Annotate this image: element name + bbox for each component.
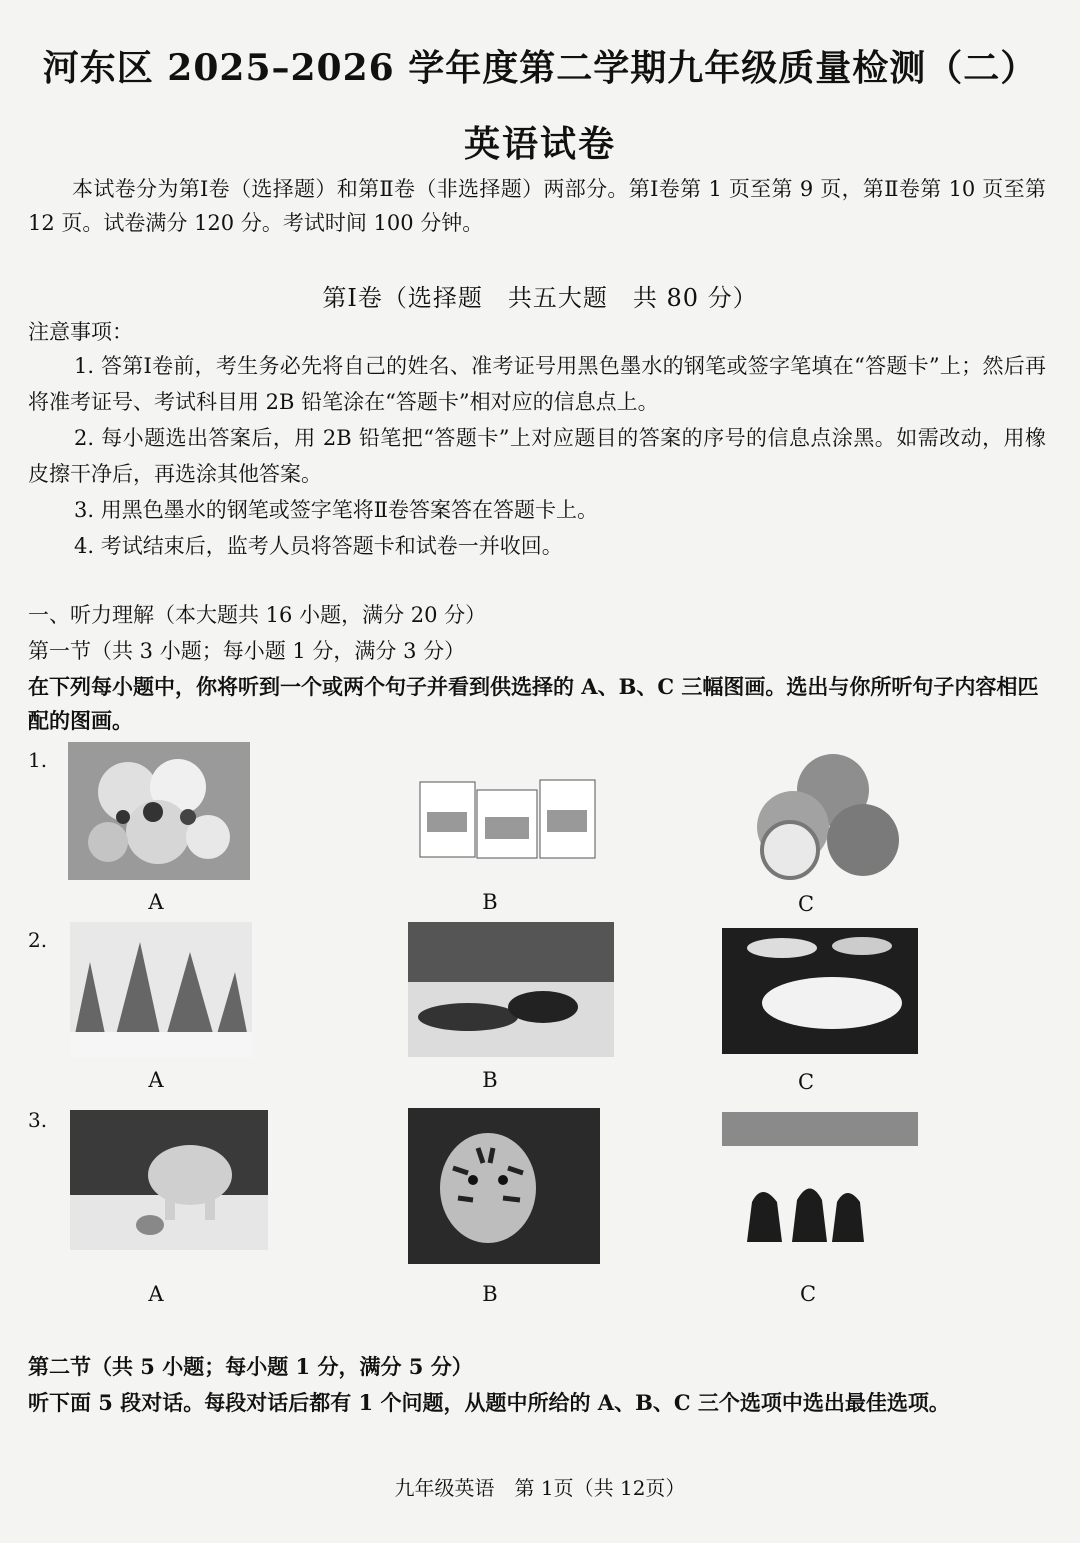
option-label-b: B — [482, 890, 498, 914]
note-item-4: 4. 考试结束后，监考人员将答题卡和试卷一并收回。 — [74, 534, 563, 558]
note-item-3: 3. 用黑色墨水的钢笔或签字笔将Ⅱ卷答案答在答题卡上。 — [74, 498, 598, 522]
clouds-image[interactable] — [722, 928, 918, 1054]
option-label-b: B — [482, 1068, 498, 1092]
intro-paragraph: 本试卷分为第Ⅰ卷（选择题）和第Ⅱ卷（非选择题）两部分。第Ⅰ卷第 1 页至第 9 页，第Ⅱ卷第 10 页至第 12 页。试卷满分 120 分。考试时间 100 分钟。 — [28, 177, 1046, 235]
volume1-heading: 第Ⅰ卷（选择题 共五大题 共 80 分） — [322, 284, 758, 312]
bouquet-image[interactable] — [68, 742, 250, 880]
page-footer: 九年级英语 第 1页（共 12页） — [394, 1476, 686, 1500]
question-number: 1. — [28, 748, 48, 772]
section2-instruction: 听下面 5 段对话。每段对话后都有 1 个问题，从题中所给的 A、B、C 三个选项中选出最佳选项。 — [28, 1390, 950, 1415]
exam-subtitle: 英语试卷 — [463, 123, 616, 165]
option-label-a: A — [148, 1068, 164, 1092]
option-label-c: C — [799, 1282, 817, 1306]
option-label-a: A — [148, 890, 164, 914]
part1-heading: 一、听力理解（本大题共 16 小题，满分 20 分） — [28, 603, 487, 627]
option-label-c: C — [797, 892, 815, 916]
note-item-1: 1. 答第Ⅰ卷前，考生务必先将自己的姓名、准考证号用黑色墨水的钢笔或签字笔填在“答题卡”上；然后再将准考证号、考试科目用 2B 铅笔涂在“答题卡”相对应的信息点上。 — [28, 354, 1046, 414]
notes-heading: 注意事项： — [28, 320, 133, 344]
milk-cartons-image[interactable] — [415, 772, 600, 860]
section1-heading: 第一节（共 3 小题；每小题 1 分，满分 3 分） — [28, 639, 466, 663]
exam-title: 河东区 2025–2026 学年度第二学期九年级质量检测（二） — [42, 47, 1038, 89]
question-number: 2. — [28, 928, 48, 952]
oranges-image[interactable] — [748, 752, 900, 882]
option-label-c: C — [797, 1070, 815, 1094]
camels-image[interactable] — [722, 1112, 918, 1262]
horses-image[interactable] — [408, 922, 614, 1057]
option-label-a: A — [148, 1282, 164, 1306]
snowy-trees-image[interactable] — [70, 922, 252, 1058]
section1-instruction: 在下列每小题中，你将听到一个或两个句子并看到供选择的 A、B、C 三幅图画。选出与你所听句子内容相匹配的图画。 — [28, 674, 1039, 733]
option-label-b: B — [482, 1282, 498, 1306]
note-item-2: 2. 每小题选出答案后，用 2B 铅笔把“答题卡”上对应题目的答案的序号的信息点涂黑。如需改动，用橡皮擦干净后，再选涂其他答案。 — [28, 426, 1046, 486]
section2-heading: 第二节（共 5 小题；每小题 1 分，满分 5 分） — [28, 1354, 473, 1379]
elephants-image[interactable] — [70, 1110, 268, 1250]
tiger-image[interactable] — [408, 1108, 600, 1264]
question-number: 3. — [28, 1108, 48, 1132]
